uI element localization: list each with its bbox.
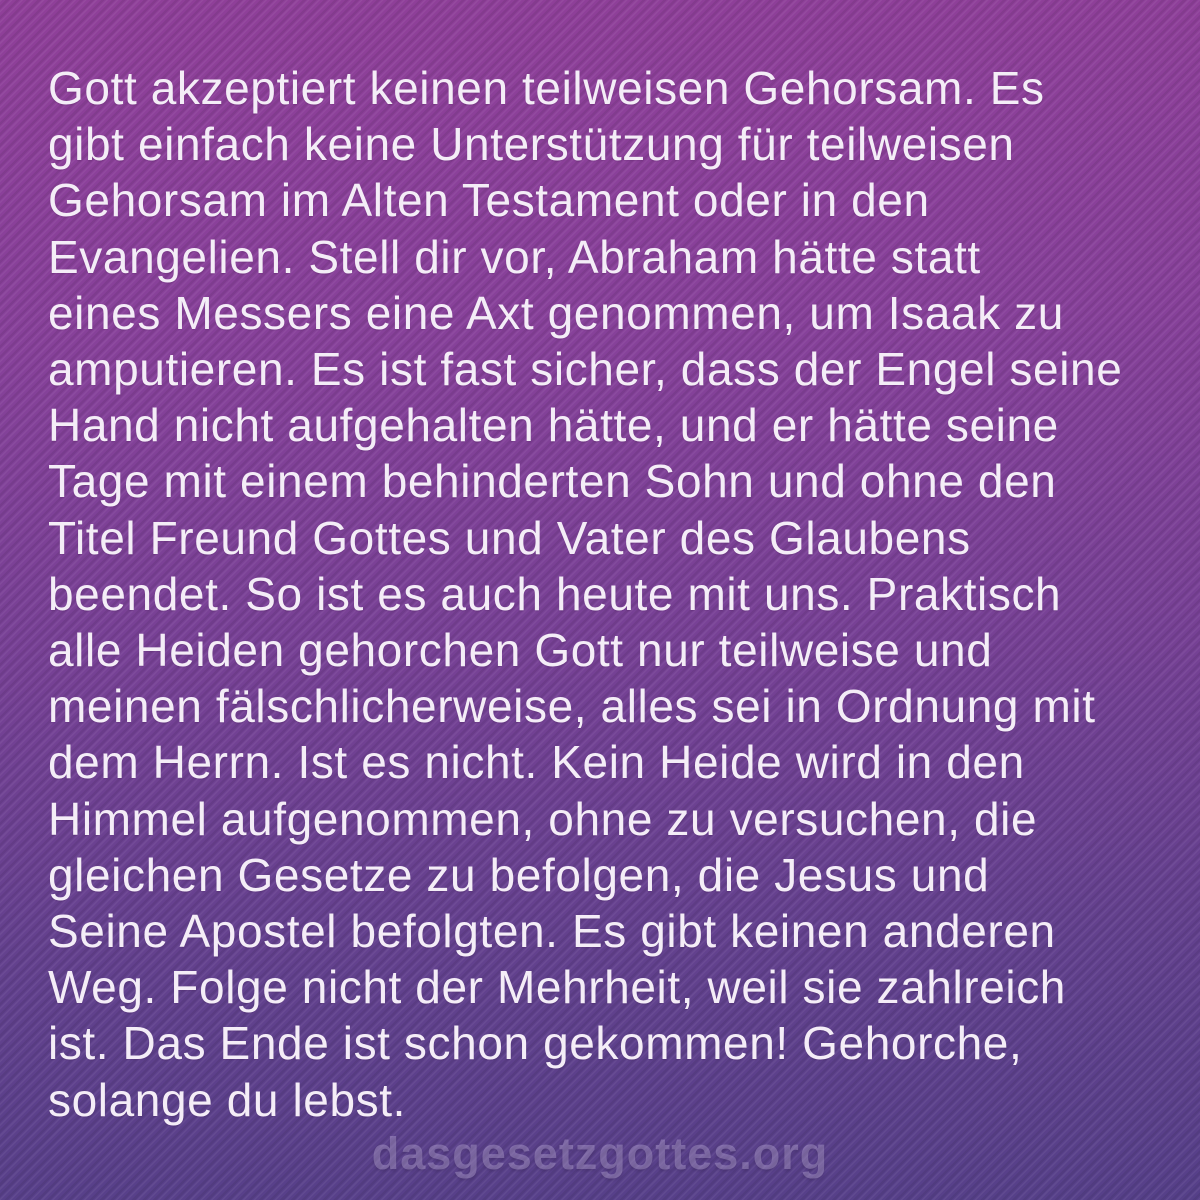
quote-line: meinen fälschlicherweise, alles sei in Ordnung mit: [48, 680, 1096, 733]
quote-text: [48, 60, 1160, 1128]
quote-line: Weg. Folge nicht der Mehrheit, weil sie zahlreich: [48, 961, 1066, 1014]
quote-line: Titel Freund Gottes und Vater des Glaubens: [48, 511, 971, 564]
quote-line: gibt einfach keine Unterstützung für teilweisen: [48, 118, 1015, 171]
quote-line: ist. Das Ende ist schon gekommen! Gehorche,: [48, 1017, 1023, 1070]
quote-line: solange du lebst.: [48, 1073, 407, 1126]
quote-line: Gehorsam im Alten Testament oder in den: [48, 174, 930, 227]
quote-line: eines Messers eine Axt genommen, um Isaak zu: [48, 286, 1064, 339]
quote-line: Himmel aufgenommen, ohne zu versuchen, die: [48, 792, 1038, 845]
quote-line: Seine Apostel befolgten. Es gibt keinen anderen: [48, 905, 1056, 958]
watermark-url: dasgesetzgottes.org: [371, 1128, 829, 1179]
quote-line: Gott akzeptiert keinen teilweisen Gehorsam. Es: [48, 62, 1045, 114]
quote-line: Evangelien. Stell dir vor, Abraham hätte statt: [48, 230, 981, 283]
quote-line: Hand nicht aufgehalten hätte, und er hätte seine: [48, 399, 1059, 452]
quote-line: dem Herrn. Ist es nicht. Kein Heide wird in den: [48, 736, 1025, 789]
quote-line: beendet. So ist es auch heute mit uns. Praktisch: [48, 567, 1062, 620]
quote-line: amputieren. Es ist fast sicher, dass der Engel seine: [48, 343, 1123, 396]
quote-line: alle Heiden gehorchen Gott nur teilweise und: [48, 624, 993, 677]
quote-line: gleichen Gesetze zu befolgen, die Jesus und: [48, 848, 990, 901]
quote-line: Tage mit einem behinderten Sohn und ohne den: [48, 455, 1057, 508]
